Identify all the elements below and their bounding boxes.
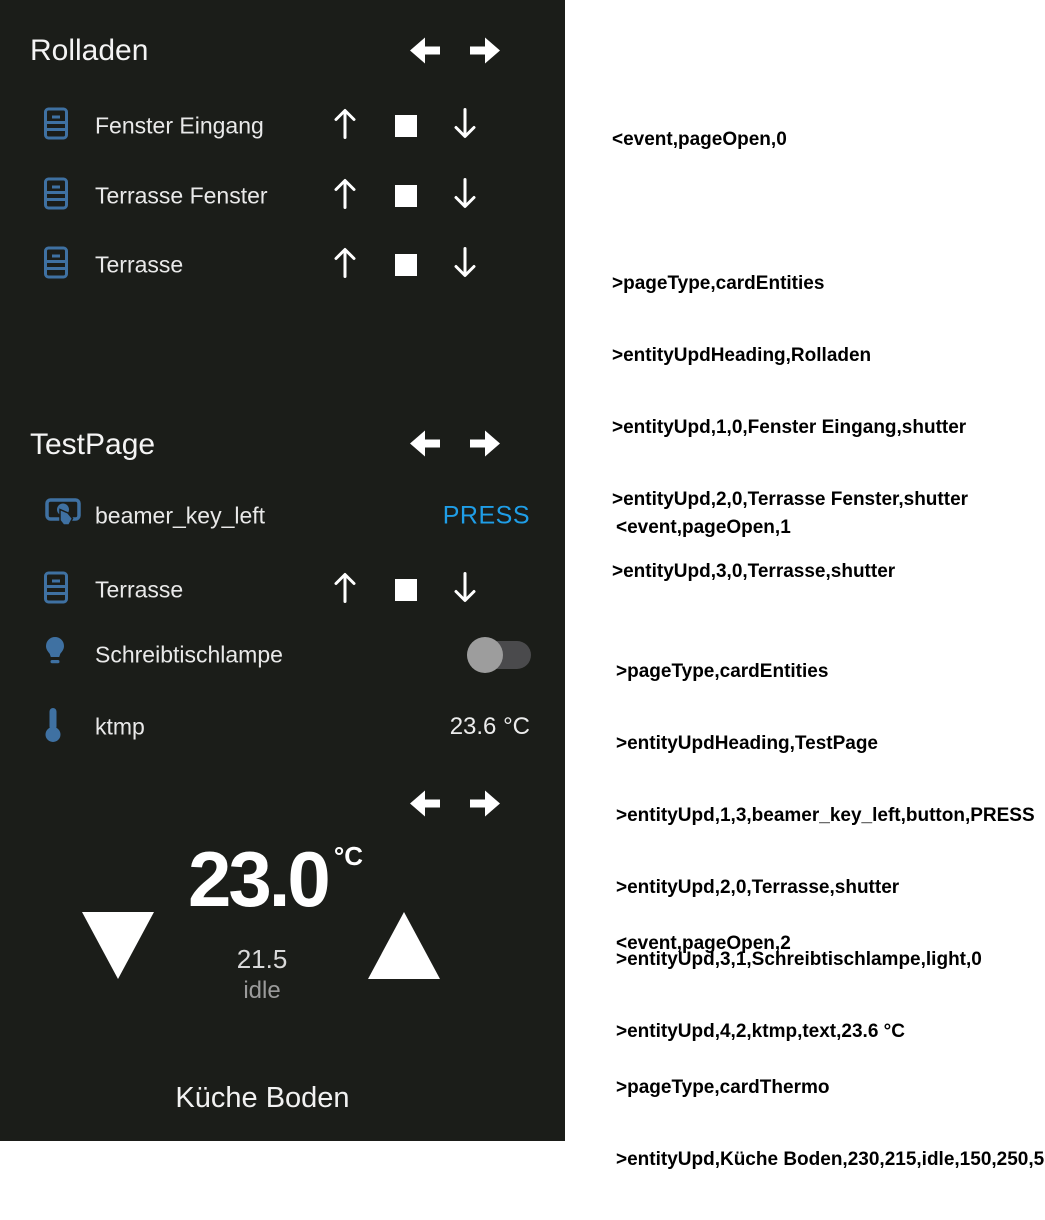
press-button[interactable]: PRESS (442, 501, 530, 530)
temp-decrease-button[interactable] (82, 912, 154, 979)
current-temperature (188, 835, 363, 923)
entity-label: Schreibtischlampe (95, 641, 283, 668)
log-blank-line (612, 200, 968, 224)
log-line: >entityUpd,3,1,Schreibtischlampe,light,0 (616, 949, 982, 970)
shutter-icon (44, 572, 68, 609)
log-blank-line (616, 588, 1035, 612)
log-line: >entityUpd,1,3,beamer_key_left,button,PRESS (616, 805, 1035, 826)
entity-row (0, 620, 565, 690)
shutter-stop-button[interactable] (395, 579, 417, 601)
lightbulb-icon (44, 636, 66, 675)
entity-label: Terrasse Fenster (95, 182, 268, 209)
entity-label: Terrasse (95, 576, 184, 603)
entity-label: beamer_key_left (95, 502, 266, 529)
shutter-down-button[interactable] (452, 177, 478, 216)
stop-square-icon (395, 254, 417, 276)
shutter-icon (44, 247, 68, 284)
arrow-right-icon (468, 428, 502, 459)
entity-row (0, 91, 565, 161)
entity-label: ktmp (95, 713, 145, 740)
light-toggle[interactable] (467, 637, 531, 673)
page-title: TestPage (30, 428, 156, 461)
shutter-down-button[interactable] (452, 246, 478, 285)
entity-row (0, 230, 565, 300)
log-line: >entityUpd,2,0,Terrasse Fenster,shutter (612, 489, 969, 510)
arrow-left-icon (408, 788, 442, 819)
entity-label: Terrasse (95, 251, 184, 278)
sensor-value: 23.6 °C (449, 713, 530, 740)
toggle-knob (467, 637, 503, 673)
thermostat-title: Küche Boden (175, 1082, 350, 1114)
log-block-pageopen-2 (616, 884, 1044, 1220)
temperature-unit: °C (333, 841, 363, 871)
log-line: >entityUpd,2,0,Terrasse,shutter (616, 877, 900, 898)
temp-increase-button[interactable] (368, 912, 440, 979)
log-line: >entityUpd,4,2,ktmp,text,23.6 °C (616, 1021, 905, 1042)
log-line: <event,pageOpen,1 (616, 517, 791, 538)
shutter-up-button[interactable] (332, 246, 358, 285)
shutter-icon (44, 178, 68, 215)
log-line: >entityUpdHeading,TestPage (616, 733, 879, 754)
entity-row (0, 692, 565, 762)
log-line: >pageType,cardThermo (616, 1077, 830, 1098)
tap-button-icon (44, 497, 82, 536)
shutter-up-button[interactable] (332, 571, 358, 610)
log-line: >entityUpdHeading,Rolladen (612, 345, 872, 366)
target-temperature: 21.5 (236, 944, 288, 974)
shutter-up-button[interactable] (332, 177, 358, 216)
current-temperature-value: 23.0 (188, 835, 328, 923)
shutter-icon (44, 108, 68, 145)
nav-prev-button[interactable] (408, 428, 442, 459)
log-line: <event,pageOpen,2 (616, 933, 791, 954)
shutter-up-button[interactable] (332, 107, 358, 146)
nav-next-button[interactable] (468, 35, 502, 66)
arrow-right-icon (468, 35, 502, 66)
entity-row (0, 555, 565, 625)
thermometer-icon (44, 707, 62, 748)
shutter-down-button[interactable] (452, 571, 478, 610)
shutter-stop-button[interactable] (395, 185, 417, 207)
nav-prev-button[interactable] (408, 788, 442, 819)
shutter-stop-button[interactable] (395, 254, 417, 276)
arrow-left-icon (408, 35, 442, 66)
shutter-down-button[interactable] (452, 107, 478, 146)
nav-prev-button[interactable] (408, 35, 442, 66)
entity-row (0, 161, 565, 231)
entity-label: Fenster Eingang (95, 112, 264, 139)
log-line: <event,pageOpen,0 (612, 129, 787, 150)
stop-square-icon (395, 115, 417, 137)
shutter-stop-button[interactable] (395, 115, 417, 137)
stop-square-icon (395, 185, 417, 207)
log-line: >pageType,cardEntities (616, 661, 829, 682)
stop-square-icon (395, 579, 417, 601)
page-title: Rolladen (30, 34, 149, 67)
log-blank-line (616, 1004, 1044, 1028)
log-line: >entityUpd,Küche Boden,230,215,idle,150,250,5 (616, 1149, 1045, 1170)
arrow-left-icon (408, 428, 442, 459)
hvac-state: idle (243, 977, 281, 1004)
log-line: >pageType,cardEntities (612, 273, 825, 294)
entity-row (0, 481, 565, 551)
nav-next-button[interactable] (468, 428, 502, 459)
arrow-right-icon (468, 788, 502, 819)
nav-next-button[interactable] (468, 788, 502, 819)
log-line: >entityUpd,3,0,Terrasse,shutter (612, 561, 896, 582)
log-line: >entityUpd,1,0,Fenster Eingang,shutter (612, 417, 967, 438)
